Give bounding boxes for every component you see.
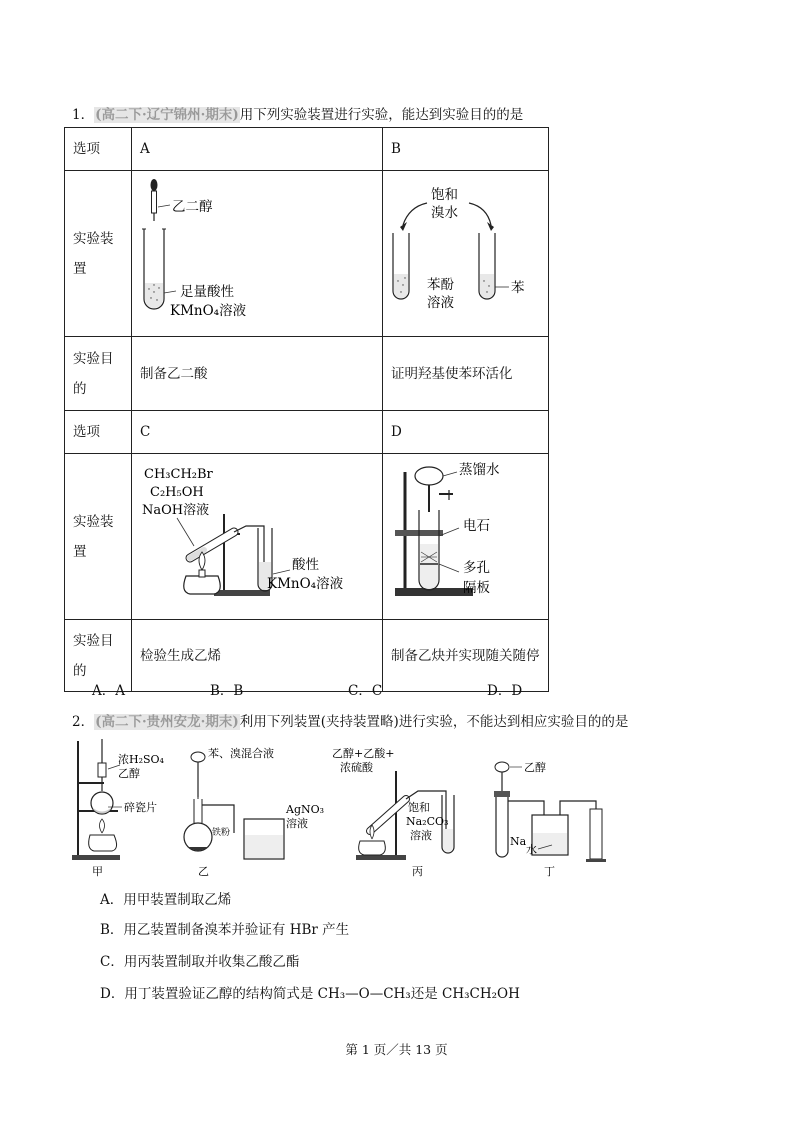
fig-d-label-3: 多孔 bbox=[463, 560, 490, 576]
q2-apparatus-figure bbox=[64, 735, 624, 880]
fig-ding-label-2: Na bbox=[510, 835, 527, 848]
fig-d-label-4: 隔板 bbox=[463, 580, 490, 596]
fig-bing bbox=[332, 746, 454, 878]
q2-stem: 利用下列装置(夹持装置略)进行实验，不能达到相应实验目的的是 bbox=[239, 714, 629, 730]
fig-jia bbox=[72, 739, 165, 878]
fig-bing-label-5: 溶液 bbox=[410, 829, 432, 842]
q2-choice-c[interactable]: C．用丙装置制取并收集乙酸乙酯 bbox=[100, 954, 300, 970]
purpose-b: 证明羟基使苯环活化 bbox=[383, 337, 549, 411]
apparatus-b-cell bbox=[383, 171, 549, 337]
q1-number: 1． bbox=[72, 107, 95, 123]
fig-a-label-bottom-2: KMnO₄溶液 bbox=[170, 303, 247, 319]
fig-ding-label-1: 乙醇 bbox=[524, 761, 546, 774]
q2-choice-d[interactable]: D．用丁装置验证乙醇的结构简式是 CH₃—O—CH₃还是 CH₃CH₂OH bbox=[100, 986, 520, 1002]
fig-ding-caption: 丁 bbox=[544, 865, 555, 878]
fig-bing-label-2: 浓硫酸 bbox=[340, 761, 373, 774]
q2-number: 2． bbox=[72, 714, 95, 730]
q2-source-tag: (高二下·贵州安龙·期末) bbox=[95, 714, 239, 730]
purpose-a: 制备乙二酸 bbox=[132, 337, 383, 411]
fig-jia-caption: 甲 bbox=[92, 865, 103, 878]
fig-c-label-5: KMnO₄溶液 bbox=[267, 576, 344, 592]
fig-c-label-2: C₂H₅OH bbox=[150, 485, 204, 500]
fig-yi-label-2: 铁粉 bbox=[212, 828, 231, 838]
fig-d-label-1: 蒸馏水 bbox=[459, 462, 500, 478]
apparatus-a-diagram bbox=[132, 171, 382, 325]
fig-b-label-left-1: 苯酚 bbox=[427, 277, 454, 293]
fig-ding bbox=[494, 760, 606, 878]
q1-option-d[interactable]: D．D bbox=[487, 683, 523, 699]
fig-bing-caption: 丙 bbox=[412, 865, 423, 878]
apparatus-c-diagram bbox=[132, 454, 382, 608]
fig-b-label-top-1: 饱和 bbox=[431, 187, 458, 203]
col-header-b: B bbox=[383, 128, 549, 171]
col-header-d: D bbox=[383, 411, 549, 454]
fig-yi bbox=[184, 746, 324, 878]
q1-option-b[interactable]: B．B bbox=[210, 683, 244, 699]
q1-option-a[interactable]: A．A bbox=[92, 683, 125, 699]
apparatus-a-cell bbox=[132, 171, 383, 337]
q2-choice-a[interactable]: A．用甲装置制取乙烯 bbox=[100, 892, 232, 908]
fig-b-label-top-2: 溴水 bbox=[431, 205, 458, 221]
fig-c-label-1: CH₃CH₂Br bbox=[144, 467, 213, 482]
q1-table bbox=[64, 127, 549, 692]
row-header-apparatus: 实验装置 bbox=[73, 230, 114, 277]
q2-choice-b[interactable]: B．用乙装置制备溴苯并验证有 HBr 产生 bbox=[100, 922, 350, 938]
q1-stem: 用下列实验装置进行实验，能达到实验目的的是 bbox=[239, 107, 524, 123]
fig-bing-label-3: 饱和 bbox=[408, 801, 430, 814]
row-header-option-2: 选项 bbox=[65, 411, 132, 454]
fig-yi-caption: 乙 bbox=[198, 865, 209, 878]
row-header-option: 选项 bbox=[65, 128, 132, 171]
fig-d-label-2: 电石 bbox=[463, 518, 490, 534]
apparatus-c-cell bbox=[132, 454, 383, 620]
fig-b-label-left-2: 溶液 bbox=[427, 295, 454, 311]
fig-c-label-4: 酸性 bbox=[292, 557, 319, 573]
col-header-a: A bbox=[132, 128, 383, 171]
col-header-c: C bbox=[132, 411, 383, 454]
fig-bing-label-4: Na₂CO₃ bbox=[406, 815, 449, 828]
q1-option-c[interactable]: C．C bbox=[348, 683, 383, 699]
apparatus-b-diagram bbox=[383, 171, 548, 325]
fig-a-label-bottom-1: 足量酸性 bbox=[180, 284, 234, 300]
q1-stem-line bbox=[72, 103, 523, 123]
fig-yi-label-3: AgNO₃ bbox=[286, 803, 325, 816]
fig-b-label-right: 苯 bbox=[511, 280, 525, 296]
q2-stem-line bbox=[72, 710, 628, 730]
row-header-purpose-2: 实验目的 bbox=[73, 632, 114, 679]
q1-source-tag: (高二下·辽宁锦州·期末) bbox=[95, 107, 239, 123]
row-header-purpose-1: 实验目的 bbox=[73, 350, 114, 397]
row-header-apparatus-2: 实验装置 bbox=[73, 513, 114, 560]
apparatus-d-diagram bbox=[383, 454, 548, 608]
fig-jia-label-3: 碎瓷片 bbox=[124, 801, 157, 814]
fig-yi-label-1: 苯、溴混合液 bbox=[208, 747, 274, 760]
fig-jia-label-2: 乙醇 bbox=[118, 767, 140, 780]
purpose-d: 制备乙炔并实现随关随停 bbox=[391, 647, 540, 664]
page-footer: 第 1 页／共 13 页 bbox=[345, 1042, 448, 1057]
fig-ding-label-3: 水 bbox=[526, 843, 537, 856]
fig-a-label-top: 乙二醇 bbox=[172, 199, 213, 215]
apparatus-d-cell bbox=[383, 454, 549, 620]
fig-yi-label-4: 溶液 bbox=[286, 817, 308, 830]
fig-jia-label-1: 浓H₂SO₄ bbox=[118, 753, 164, 766]
purpose-c: 检验生成乙烯 bbox=[132, 620, 383, 692]
fig-c-label-3: NaOH溶液 bbox=[142, 503, 210, 518]
fig-bing-label-1: 乙醇+乙酸+ bbox=[332, 747, 395, 760]
